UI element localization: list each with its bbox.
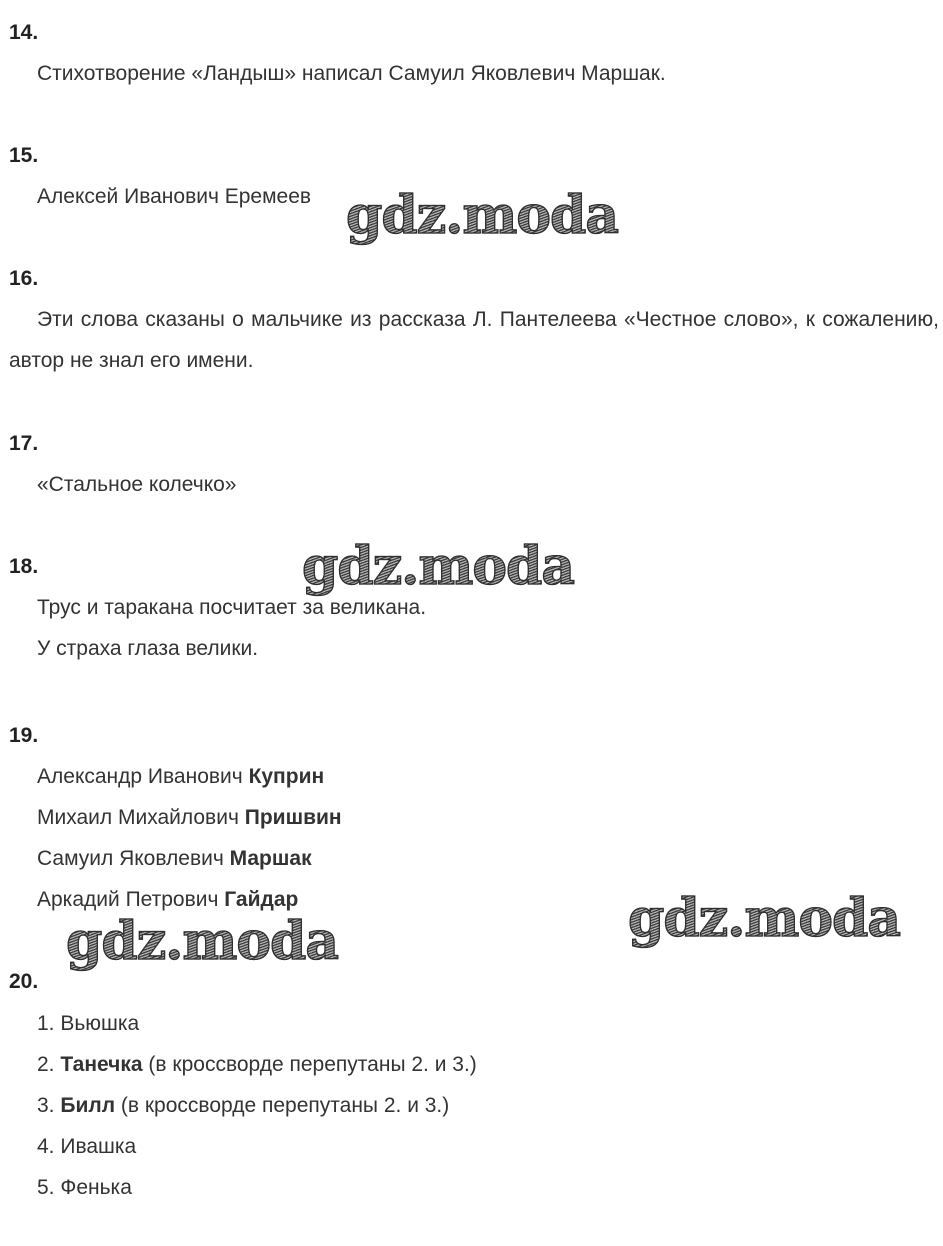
- author-surname: Куприн: [248, 765, 325, 788]
- answer-index: 5.: [37, 1176, 61, 1199]
- question-number-15: 15.: [9, 144, 39, 167]
- author-surname: Маршак: [229, 847, 312, 870]
- answer-16: Эти слова сказаны о мальчике из рассказа Л. Пантелеева «Честное слово», к сожалению, автор не знал его имени.: [9, 308, 939, 372]
- question-number-16: 16.: [9, 267, 39, 290]
- answer-index: 4.: [37, 1135, 61, 1158]
- watermark: gdz.moda: [66, 911, 339, 972]
- watermark: gdz.moda: [302, 536, 575, 597]
- answer-14: Стихотворение «Ландыш» написал Самуил Яковлевич Маршак.: [37, 62, 666, 85]
- question-number-20: 20.: [9, 970, 39, 993]
- answer-index: 1.: [37, 1012, 61, 1035]
- author-first-names: Самуил Яковлевич: [37, 847, 224, 870]
- watermark: gdz.moda: [346, 185, 619, 246]
- answer-bold: Танечка: [60, 1053, 143, 1076]
- author-line: [37, 847, 312, 871]
- answer-line: [37, 1135, 136, 1159]
- author-surname: Гайдар: [224, 888, 299, 911]
- author-line: [37, 806, 342, 830]
- question-number-17: 17.: [9, 432, 39, 455]
- answer-index: 3.: [37, 1094, 61, 1117]
- watermark: gdz.moda: [628, 888, 901, 949]
- author-line: [37, 888, 298, 912]
- answer-line: [37, 1176, 132, 1200]
- author-line: [37, 765, 324, 789]
- author-first-names: Аркадий Петрович: [37, 888, 219, 911]
- answer-17: «Стальное колечко»: [37, 473, 237, 496]
- answer-text: (в кроссворде перепутаны 2. и 3.): [115, 1094, 450, 1117]
- question-number-18: 18.: [9, 555, 39, 578]
- answer-text: Ивашка: [60, 1135, 137, 1158]
- answer-line: [37, 1094, 449, 1118]
- answer-15: Алексей Иванович Еремеев: [37, 185, 312, 208]
- author-first-names: Михаил Михайлович: [37, 806, 239, 829]
- answer-bold: Билл: [60, 1094, 116, 1117]
- answer-line: [37, 1053, 477, 1077]
- answer-text: Фенька: [60, 1176, 132, 1199]
- question-number-14: 14.: [9, 21, 39, 44]
- author-surname: Пришвин: [244, 806, 342, 829]
- answer-text: (в кроссворде перепутаны 2. и 3.): [142, 1053, 477, 1076]
- question-number-19: 19.: [9, 724, 39, 747]
- answer-line: [37, 1012, 139, 1036]
- proverb-line: Трус и таракана посчитает за великана.: [37, 596, 427, 619]
- answer-index: 2.: [37, 1053, 61, 1076]
- proverb-line: У страха глаза велики.: [37, 637, 259, 660]
- author-first-names: Александр Иванович: [37, 765, 243, 788]
- answer-text: Вьюшка: [60, 1012, 140, 1035]
